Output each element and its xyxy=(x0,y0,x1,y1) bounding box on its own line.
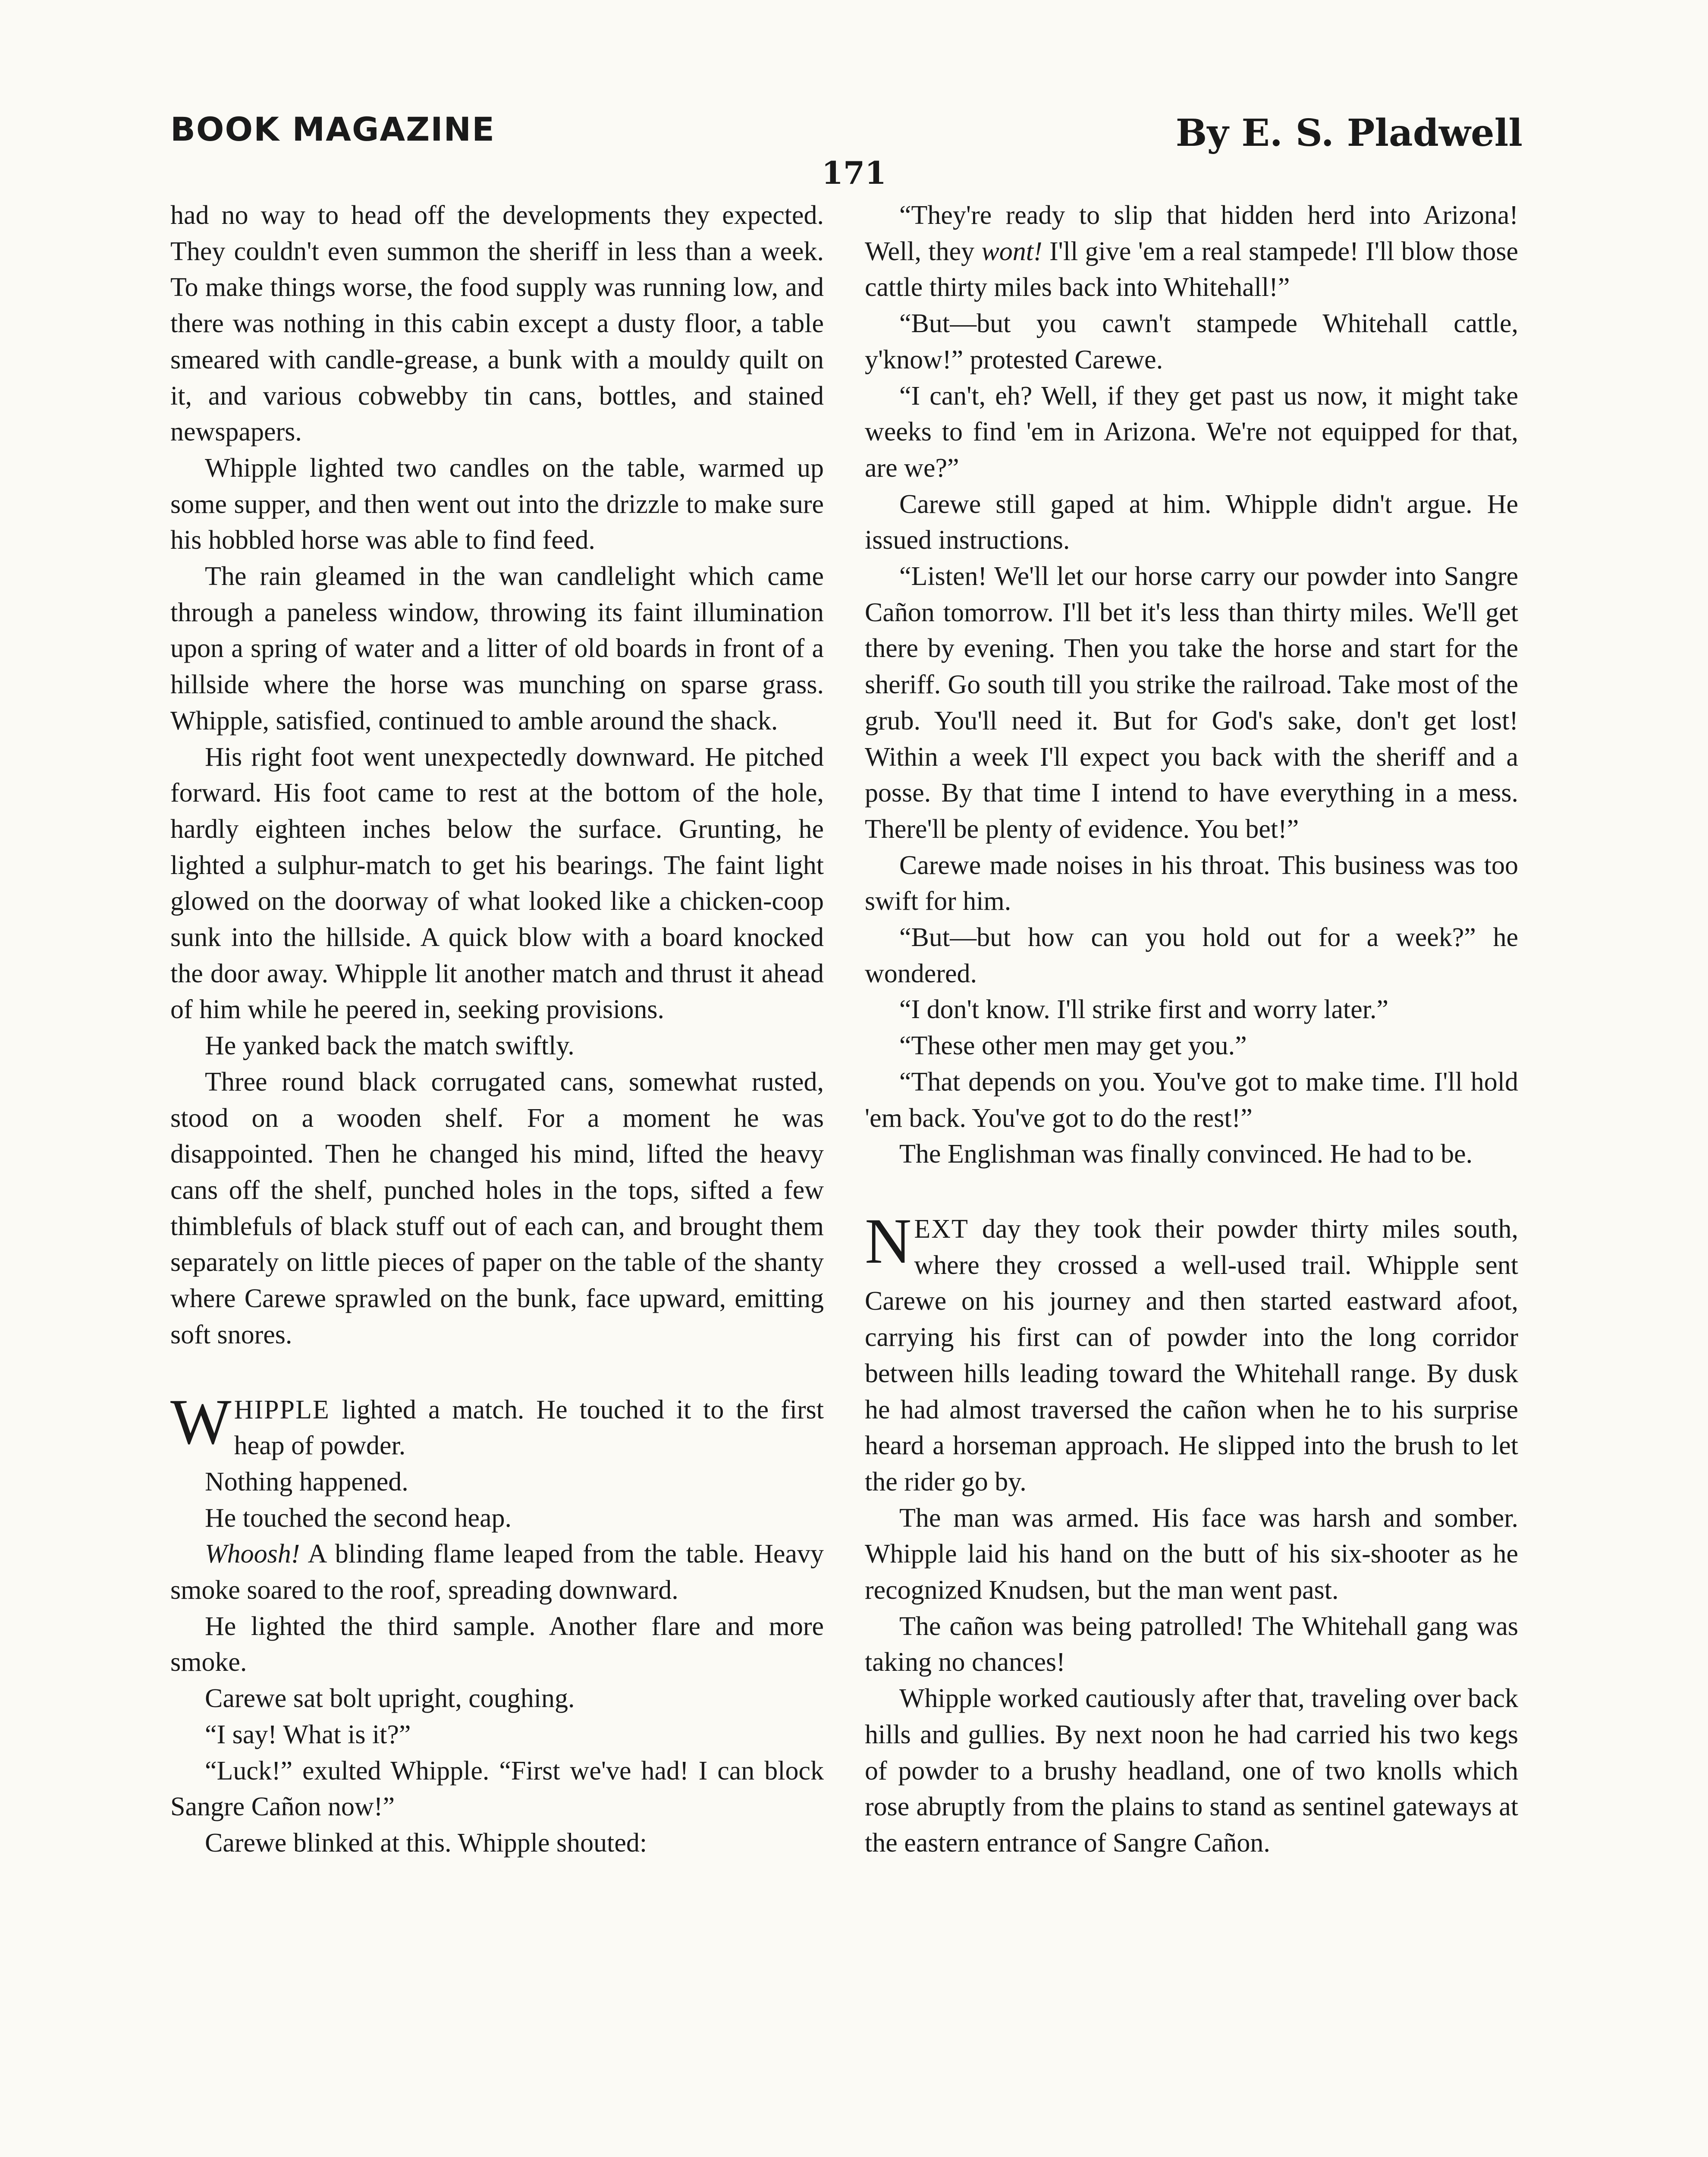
italic-exclamation: Whoosh! xyxy=(205,1539,300,1569)
paragraph: The Englishman was finally convinced. He had to be. xyxy=(899,1139,1473,1169)
paragraph: “These other men may get you.” xyxy=(899,1031,1247,1061)
paragraph: He lighted the third sample. Another flare and more smoke. xyxy=(170,1611,824,1677)
paragraph: “Listen! We'll let our horse carry our powder into Sangre Cañon tomorrow. I'll bet it's less than thirty miles. We'll get there by evening. Then you take the horse and start for the sheriff. Go south till you strike the railroad. Take most of the grub. You'll need it. But for God's sake, don't get lost! Within a week I'll expect you back with the sheriff and a posse. By that time I intend to have everything in a mess. There'll be plenty of evidence. You bet!” xyxy=(865,562,1518,844)
drop-cap: N xyxy=(865,1205,912,1277)
paragraph: “I don't know. I'll strike first and worry later.” xyxy=(899,995,1389,1025)
paragraph: “I can't, eh? Well, if they get past us now, it might take weeks to find 'em in Arizona. We're not equipped for that, are we?” xyxy=(865,381,1518,483)
drop-cap: W xyxy=(170,1386,232,1458)
paragraph: had no way to head off the developments they expected. They couldn't even summon the sheriff in less than a week. To make things worse, the food supply was running low, and there was nothing in this cabin except a dusty floor, a table smeared with candle-grease, a bunk with a mouldy quilt on it, and various cobwebby tin cans, bottles, and stained newspapers. xyxy=(170,201,824,447)
lead-in-caps: HIPPLE xyxy=(234,1395,330,1424)
paragraph xyxy=(865,198,1518,306)
paragraph: “I say! What is it?” xyxy=(205,1720,411,1749)
paragraph xyxy=(170,1536,824,1608)
page-number: 171 xyxy=(821,154,887,191)
paragraph: Whipple worked cautiously after that, traveling over back hills and gullies. By next noon he had carried his two kegs of powder to a brushy headland, one of two knolls which rose abruptly from the plains to stand as sentinel gateways at the eastern entrance of Sangre Cañon. xyxy=(865,1684,1518,1858)
paragraph: He touched the second heap. xyxy=(205,1503,512,1533)
paragraph-text: day they took their powder thirty miles south, where they crossed a well-used trail. Whipple sent Carewe on his journey and then started eastward afoot, carrying his first can of powder into the long corridor between hills leading toward the Whitehall range. By dusk he had almost traversed the cañon when he to his surprise heard a horseman approach. He slipped into the brush to let the rider go by. xyxy=(865,1214,1518,1497)
paragraph: The cañon was being patrolled! The Whitehall gang was taking no chances! xyxy=(865,1611,1518,1677)
section-opening-paragraph xyxy=(865,1205,1518,1500)
paragraph: His right foot went unexpectedly downward. He pitched forward. His foot came to rest at the bottom of the hole, hardly eighteen inches below the surface. Grunting, he lighted a sulphur-match to get his bearings. The faint light glowed on the doorway of what looked like a chicken-coop sunk into the hillside. A quick blow with a board knocked the door away. Whipple lit another match and thrust it ahead of him while he peered in, seeking provisions. xyxy=(170,742,824,1025)
paragraph-text: lighted a match. He touched it to the first heap of powder. xyxy=(234,1395,824,1461)
left-column xyxy=(170,198,824,1861)
paragraph: Carewe sat bolt upright, coughing. xyxy=(205,1684,575,1714)
paragraph: “But—but you cawn't stampede Whitehall cattle, y'know!” protested Carewe. xyxy=(865,309,1518,374)
author-byline: By E. S. Pladwell xyxy=(1175,111,1523,155)
paragraph: “But—but how can you hold out for a week?” he wondered. xyxy=(865,923,1518,988)
magazine-title: BOOK MAGAZINE xyxy=(170,110,496,148)
paragraph: Nothing happened. xyxy=(205,1467,408,1497)
paragraph: Carewe still gaped at him. Whipple didn't argue. He issued instructions. xyxy=(865,489,1518,555)
paragraph: “Luck!” exulted Whipple. “First we've had! I can block Sangre Cañon now!” xyxy=(170,1756,824,1822)
paragraph: The man was armed. His face was harsh and somber. Whipple laid his hand on the butt of his six-shooter as he recognized Knudsen, but the man went past. xyxy=(865,1503,1518,1605)
lead-in-caps: EXT xyxy=(914,1214,969,1244)
paragraph: Whipple lighted two candles on the table, warmed up some supper, and then went out into the drizzle to make sure his hobbled horse was able to find feed. xyxy=(170,453,824,555)
section-opening-paragraph xyxy=(170,1386,824,1464)
paragraph: Three round black corrugated cans, somewhat rusted, stood on a wooden shelf. For a moment he was disappointed. Then he changed his mind, lifted the heavy cans off the shelf, punched holes in the tops, sifted a few thimblefuls of black stuff out of each can, and brought them separately on little pieces of paper on the table of the shanty where Carewe sprawled on the bunk, face upward, emitting soft snores. xyxy=(170,1067,824,1349)
paragraph-text: A blinding flame leaped from the table. Heavy smoke soared to the roof, spreading downward. xyxy=(170,1539,824,1605)
paragraph: He yanked back the match swiftly. xyxy=(205,1031,575,1061)
paragraph: Carewe blinked at this. Whipple shouted: xyxy=(205,1828,647,1858)
italic-word: wont! xyxy=(981,236,1042,266)
right-column xyxy=(865,198,1518,1861)
paragraph: “That depends on you. You've got to make time. I'll hold 'em back. You've got to do the rest!” xyxy=(865,1067,1518,1133)
paragraph-text: “They're ready to slip that hidden herd into Arizona! Well, they xyxy=(865,201,1518,266)
paragraph-text: I'll give 'em a real stampede! I'll blow those cattle thirty miles back into Whitehall!” xyxy=(865,236,1518,302)
paragraph: Carewe made noises in his throat. This business was too swift for him. xyxy=(865,850,1518,916)
paragraph: The rain gleamed in the wan candlelight which came through a paneless window, throwing its faint illumination upon a spring of water and a litter of old boards in front of a hillside where the horse was munching on sparse grass. Whipple, satisfied, continued to amble around the shack. xyxy=(170,562,824,736)
